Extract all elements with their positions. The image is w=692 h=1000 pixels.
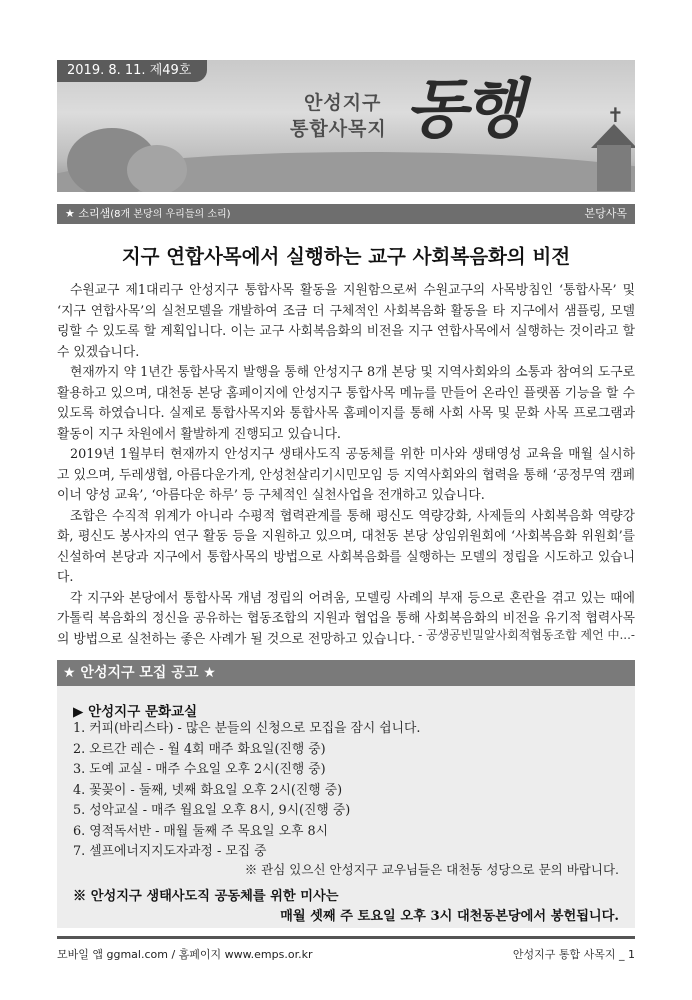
article-body [57,281,635,650]
banner-logo-text: 동행 [405,72,521,147]
list-item: 3. 도예 교실 - 매주 수요일 오후 2시(진행 중) [73,762,326,777]
recruit-subheading: ▶ 안성지구 문화교실 [73,704,198,720]
star-icon: ★ [65,207,75,220]
mass-notice-line2: 매월 셋째 주 토요일 오후 3시 대천동본당에서 봉헌됩니다. [280,909,619,924]
recruit-heading: ★ 안성지구 모집 공고 ★ [57,660,635,686]
list-item: 7. 셀프에너지지도자과정 - 모집 중 [73,844,267,859]
recruit-list [73,719,420,863]
footer-divider [57,936,635,939]
footer-page-label: 안성지구 통합 사목지 _ 1 [512,948,635,961]
list-item: 2. 오르간 레슨 - 월 4회 매주 화요일(진행 중) [73,741,326,757]
section-category: 본당사목 [584,207,627,220]
banner-title-line1: 안성지구 [304,92,382,114]
article-paragraph: 조합은 수직적 위계가 아니라 수평적 협력관계를 통해 평신도 역량강화, 사제들의 사회복음화 역량강화, 평신도 봉사자의 연구 활동 등을 지원하고 있으며, 대천동 본당 상임위원회에 ‘사회복음화 위원회’를 신설하여 본당과 지구에서 통합사목의 방법으로 사회복음화를 실행하는 모델의 정립을 시도하고 있습니다. [57,508,635,585]
list-item: 1. 커피(바리스타) - 많은 분들의 신청으로 모집을 잠시 쉽니다. [73,721,421,736]
mass-notice-line1: ※ 안성지구 생태사도직 공동체를 위한 미사는 [73,889,339,904]
issue-tag: 2019. 8. 11. 제49호 [57,60,207,82]
article-paragraph: 각 지구와 본당에서 통합사목 개념 정립의 어려움, 모델링 사례의 부재 등으로 혼란을 겪고 있는 때에 가톨릭 복음화의 정신을 공유하는 협동조합의 지원과 협업을 통해 사회복음화의 비전을 유기적 협력사목의 방법으로 실천하는 좋은 사례가 될 것으로 전망하고 있습니다. [57,590,635,647]
article-headline: 지구 연합사목에서 실행하는 교구 사회복음화의 비전 [121,245,571,268]
article-paragraph: 2019년 1월부터 현재까지 안성지구 생태사도직 공동체를 위한 미사와 생태영성 교육을 매월 실시하고 있으며, 두레생협, 아름다운가게, 안성천살리기시민모임 등 지역사회와의 협력을 통해 ‘공정무역 캠페이너 양성 교육’, ‘아름다운 하루’ 등 구체적인 실천사업을 전개하고 있습니다. [57,447,635,503]
section-label-sub: (8개 본당의 우리들의 소리) [110,209,231,220]
article-paragraph: 현재까지 약 1년간 통합사목지 발행을 통해 안성지구 8개 본당 및 지역사회와의 소통과 참여의 도구로 활용하고 있으며, 대천동 본당 홈페이지에 안성지구 통합사목 메뉴를 만들어 온라인 플랫폼 기능을 할 수 있도록 하였습니다. 실제로 통합사목지와 통합사목 홈페이지를 통해 사회 사목 및 문화 사목 프로그램과 활동이 지구 차원에서 활발하게 진행되고 있습니다. [57,365,635,442]
list-item: 5. 성악교실 - 매주 월요일 오후 8시, 9시(진행 중) [73,803,351,818]
recruit-note: ※ 관심 있으신 안성지구 교우님들은 대천동 성당으로 문의 바랍니다. [244,862,619,877]
cross-icon: ✝ [607,103,624,127]
article-attribution: - 공생공빈밀알사회적협동조합 제언 中...- [418,628,635,642]
tree-illustration [127,145,187,192]
footer-contact: 모바일 앱 ggmal.com / 홈페이지 www.emps.or.kr [57,948,313,961]
recruit-box [57,660,635,928]
list-item: 6. 영적독서반 - 매월 둘째 주 목요일 오후 8시 [73,823,329,839]
church-illustration [597,145,631,191]
section-strip [57,204,635,224]
section-label [65,204,231,225]
article-paragraph: 수원교구 제1대리구 안성지구 통합사목 활동을 지원함으로써 수원교구의 사목방침인 ‘통합사목’ 및 ‘지구 연합사목’의 실천모델을 개발하여 조금 더 구체적인 사회복음화 활동을 타 지구에서 샘플링, 모델링할 수 있도록 할 계획입니다. 이는 교구 사회복음화의 비전을 지구 연합사목에서 실행하는 것이라고 할 수 있겠습니다. [57,283,635,360]
section-label-main: 소리샘 [78,207,111,220]
list-item: 4. 꽃꽂이 - 둘째, 넷째 화요일 오후 2시(진행 중) [73,782,343,798]
banner-title-line2: 통합사목지 [290,118,387,140]
